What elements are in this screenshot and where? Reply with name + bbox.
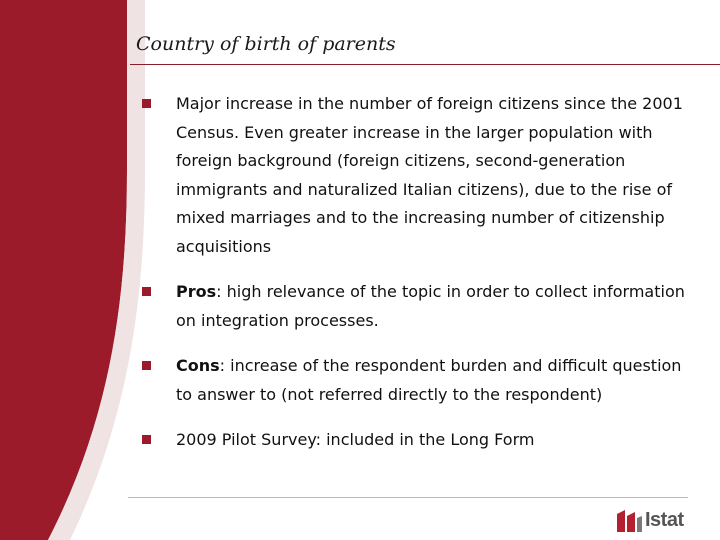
bullet-item <box>140 426 700 455</box>
bullet-text: Major increase in the number of foreign citizens since the 2001 Census. Even greater increase in the larger population with foreign background (foreign citizens, second-generation immigrants and naturalized Italian citizens), due to the rise of mixed marriages and to the increasing number of citizenship acquisitions <box>176 94 683 256</box>
bullet-item-pros <box>140 278 700 335</box>
bullet-lead-pros: Pros <box>176 282 217 301</box>
bullet-list <box>140 90 700 472</box>
bullet-item-cons <box>140 352 700 409</box>
slide-title: Country of birth of parents <box>136 33 396 55</box>
bullet-item <box>140 90 700 261</box>
square-bullet-icon <box>142 287 151 296</box>
footer-divider <box>128 497 688 498</box>
bullet-text: : increase of the respondent burden and difficult question to answer to (not referred directly to the respondent) <box>176 356 682 404</box>
bullet-text: 2009 Pilot Survey: included in the Long Form <box>176 430 535 449</box>
istat-logo-mark-icon <box>615 508 643 534</box>
bullet-text: : high relevance of the topic in order to collect information on integration processes. <box>176 282 685 330</box>
bullet-lead-cons: Cons <box>176 356 220 375</box>
square-bullet-icon <box>142 99 151 108</box>
title-divider <box>130 64 720 65</box>
band-shape <box>0 0 127 540</box>
square-bullet-icon <box>142 435 151 444</box>
istat-logo-text: Istat <box>645 509 684 531</box>
square-bullet-icon <box>142 361 151 370</box>
decorative-left-band <box>0 0 160 540</box>
istat-logo <box>615 508 711 534</box>
